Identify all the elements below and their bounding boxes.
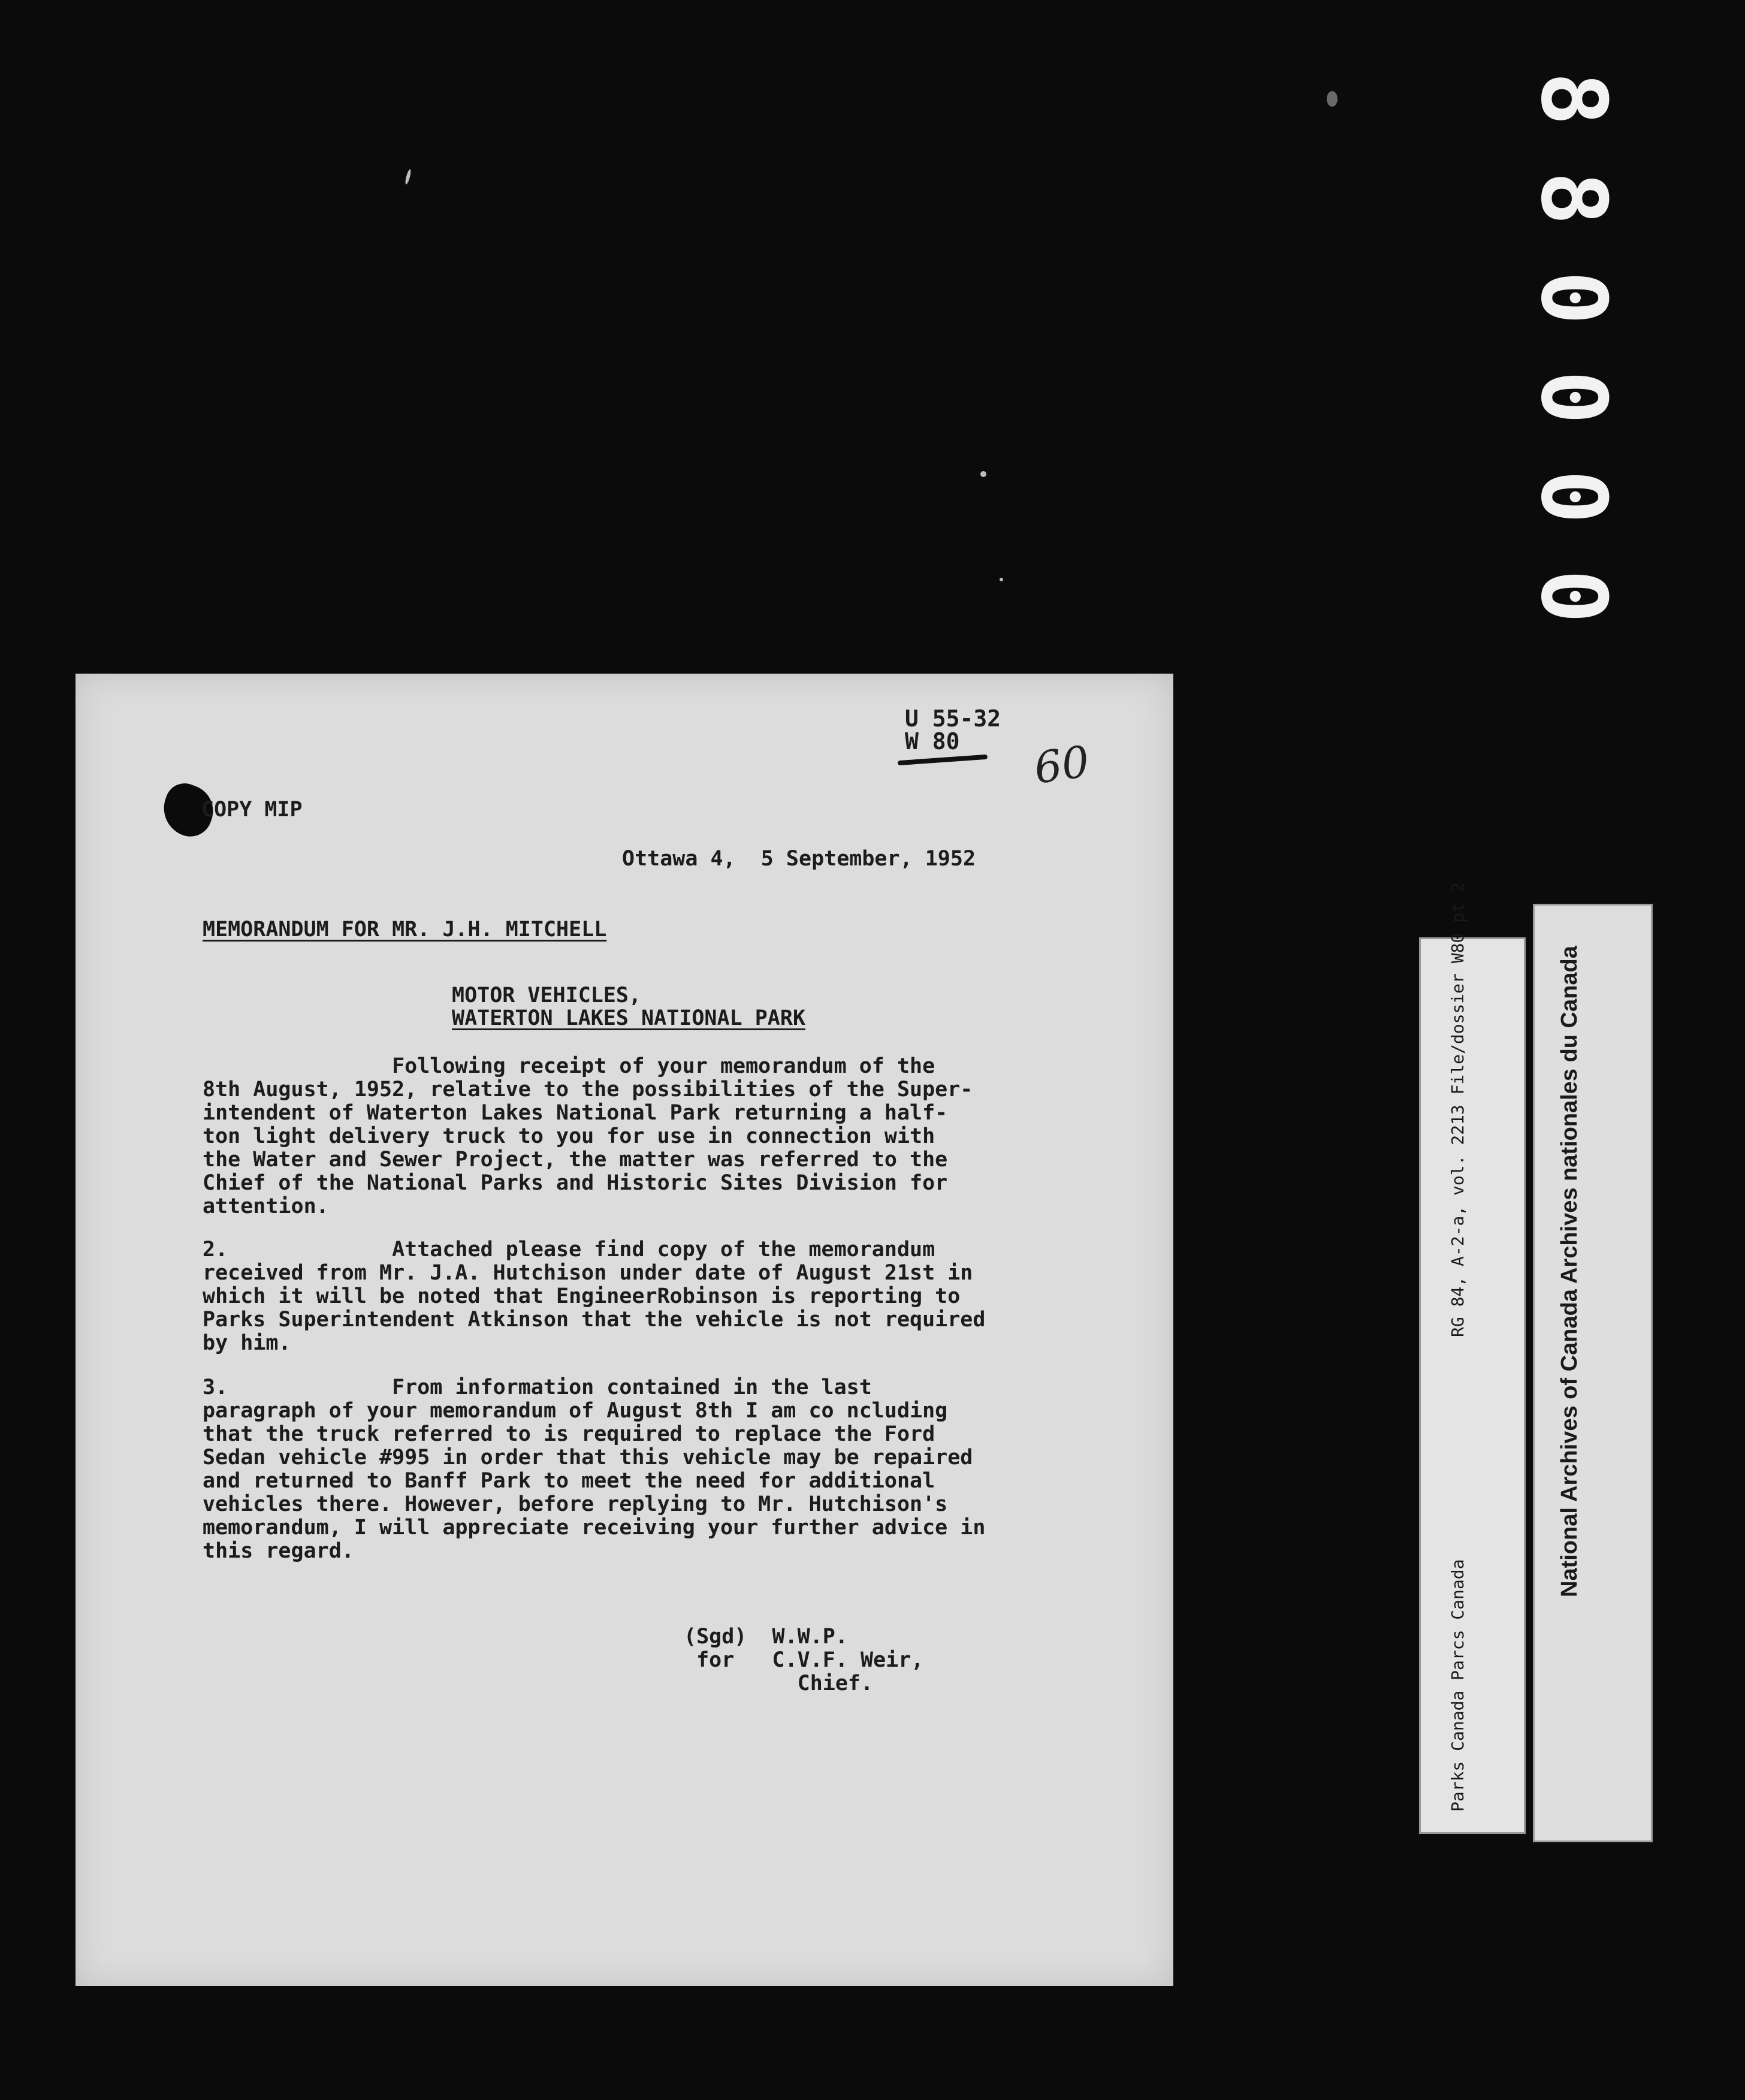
parks-canada-label bbox=[1419, 882, 1526, 1834]
national-archives-name: National Archives of Canada Archives nationales du Canada bbox=[1557, 946, 1582, 1597]
frame-digit: 8 bbox=[1521, 71, 1625, 126]
archival-reference: RG 84, A-2-a, vol. 2213 File/dossier W80 pt 2 bbox=[1448, 882, 1468, 1337]
subject-line: MOTOR VEHICLES, bbox=[452, 983, 642, 1007]
subject-line-underlined: WATERTON LAKES NATIONAL PARK bbox=[452, 1006, 806, 1030]
national-archives-label bbox=[1533, 904, 1653, 1842]
date-line: Ottawa 4, 5 September, 1952 bbox=[622, 847, 976, 871]
copy-mark: COPY MIP bbox=[201, 798, 303, 822]
memo-header: MEMORANDUM FOR MR. J.H. MITCHELL bbox=[203, 918, 607, 942]
file-reference-underline bbox=[898, 755, 988, 765]
frame-digit: 8 bbox=[1521, 171, 1625, 226]
frame-digit: 0 bbox=[1521, 469, 1625, 524]
parks-canada-name: Parks Canada Parcs Canada bbox=[1448, 1559, 1468, 1812]
paragraph-2: 2. Attached please find copy of the memorandum received from Mr. J.A. Hutchison under date of August 21st in which it will be noted that EngineerRobinson is reporting to Parks Superintendent Atkinson that the vehicle is not required by him. bbox=[203, 1238, 986, 1355]
paragraph-3: 3. From information contained in the last paragraph of your memorandum of August 8th I am co ncluding that the truck referred to is required to replace the Ford Sedan vehicle #995 in order that this vehicle may be repaired and returned to Banff Park to meet the need for additional vehicles there. However, before replying to Mr. Hutchison's memorandum, I will appreciate receiving your further advice in this regard. bbox=[203, 1375, 986, 1563]
file-reference: U 55-32 W 80 bbox=[905, 705, 1001, 755]
film-speck bbox=[404, 169, 412, 185]
signature-block: (Sgd) W.W.P. for C.V.F. Weir, Chief. bbox=[684, 1625, 924, 1695]
frame-digit: 0 bbox=[1521, 370, 1625, 425]
memo-page bbox=[76, 674, 1173, 1986]
folio-number: 60 bbox=[1031, 736, 1093, 793]
film-speck bbox=[1000, 578, 1003, 581]
frame-number bbox=[1521, 54, 1625, 641]
film-speck bbox=[1327, 91, 1338, 107]
frame-digit: 0 bbox=[1521, 569, 1625, 624]
frame-digit: 0 bbox=[1521, 270, 1625, 325]
paragraph-1: Following receipt of your memorandum of the 8th August, 1952, relative to the possibilities of the Super- intendent of Waterton Lakes National Park returning a half- ton light delivery truck to you for use in connection with the Water and Sewer Project, the matter was referred to the Chief of the National Parks and Historic Sites Division for attention. bbox=[203, 1054, 973, 1218]
film-speck bbox=[980, 471, 986, 477]
